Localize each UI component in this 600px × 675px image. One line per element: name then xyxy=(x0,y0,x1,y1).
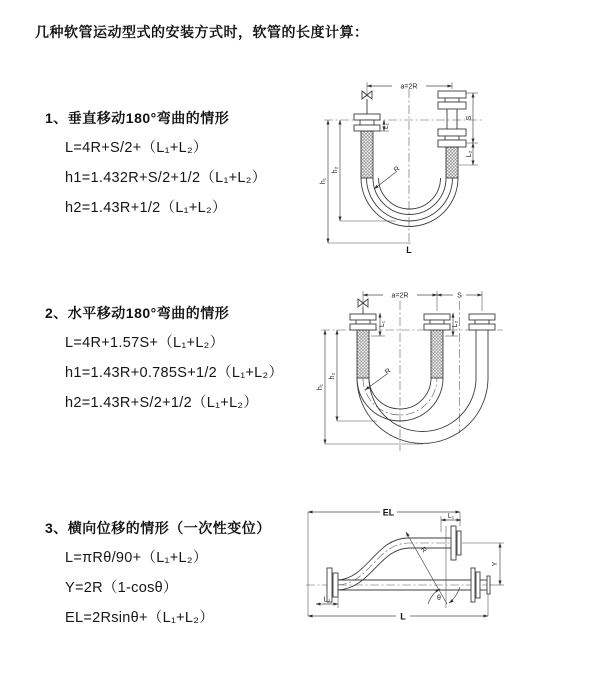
dim-label-l2: L₂ xyxy=(466,150,473,158)
left-flange-and-hose xyxy=(354,114,380,178)
s-curve-hose xyxy=(338,538,451,590)
section-2-formula-l: L=4R+1.57S+（L₁+L₂） xyxy=(65,335,225,351)
dim-label-r: R xyxy=(418,546,428,555)
dim-label-l1: L₁ xyxy=(447,513,455,520)
dimension-s xyxy=(437,293,482,300)
u-bend-hose xyxy=(361,178,458,227)
dimension-y xyxy=(462,543,504,585)
dim-label-l: L xyxy=(406,245,412,255)
page-title: 几种软管运动型式的安装方式时，软管的长度计算： xyxy=(35,24,369,40)
dim-label-a2r: a=2R xyxy=(400,83,418,91)
dim-label-h1: h₁ xyxy=(317,383,324,391)
left-flange-and-hose xyxy=(350,314,376,378)
section-3-formula-l: L=πRθ/90+（L₁+L₂） xyxy=(65,550,208,566)
section-3-formula-el: EL=2Rsinθ+（L₁+L₂） xyxy=(65,610,215,626)
diagram-horizontal-180-bend xyxy=(315,283,600,461)
valve-icon xyxy=(362,91,372,114)
section-3-heading: 3、横向位移的情形（一次性变位） xyxy=(45,520,271,536)
dim-label-r: R xyxy=(393,165,402,175)
right-flange-and-hose xyxy=(469,314,495,378)
dim-label-l1: L₁ xyxy=(379,320,386,328)
dim-label-a2r: a=2R xyxy=(391,292,409,300)
section-2-formula-h2: h2=1.43R+S/2+1/2（L₁+L₂） xyxy=(65,395,259,411)
dim-label-l2: L₂ xyxy=(452,320,459,328)
section-1-formula-l: L=4R+S/2+（L₁+L₂） xyxy=(65,140,208,156)
dimension-a2r xyxy=(363,291,482,311)
section-3-formula-y: Y=2R（1-cosθ） xyxy=(65,580,178,596)
section-2-heading: 2、水平移动180°弯曲的情形 xyxy=(45,305,230,321)
dimension-h2 xyxy=(329,330,377,421)
middle-flange-and-hose xyxy=(424,314,450,378)
section-1-heading: 1、垂直移动180°弯曲的情形 xyxy=(45,110,230,126)
dim-label-r: R xyxy=(384,367,393,377)
diagram-lateral-displacement xyxy=(300,498,600,648)
dim-label-theta: θ xyxy=(437,595,441,602)
section-2-formula-h1: h1=1.43R+0.785S+1/2（L₁+L₂） xyxy=(65,365,284,381)
radius-callout xyxy=(374,165,401,189)
dim-label-l2: L₂ xyxy=(323,596,331,604)
dim-label-s: S xyxy=(466,115,473,121)
section-1-formula-h2: h2=1.43R+1/2（L₁+L₂） xyxy=(65,200,227,216)
dim-label-el: EL xyxy=(382,507,395,518)
centerlines xyxy=(324,89,484,245)
diagram-vertical-180-bend xyxy=(318,73,592,257)
dim-label-h2: h₂ xyxy=(329,372,336,380)
dim-label-s: S xyxy=(457,292,462,300)
dim-label-l1: L₁ xyxy=(383,122,390,130)
dim-label-y: Y xyxy=(492,561,499,567)
dim-label-h2: h₂ xyxy=(332,166,339,174)
dimension-s xyxy=(466,93,478,143)
u-bend-hose xyxy=(357,378,488,443)
dimension-l xyxy=(308,594,488,622)
dim-label-l: L xyxy=(400,611,406,622)
dim-label-h1: h₁ xyxy=(320,177,327,185)
section-1-formula-h1: h1=1.432R+S/2+1/2（L₁+L₂） xyxy=(65,170,267,186)
